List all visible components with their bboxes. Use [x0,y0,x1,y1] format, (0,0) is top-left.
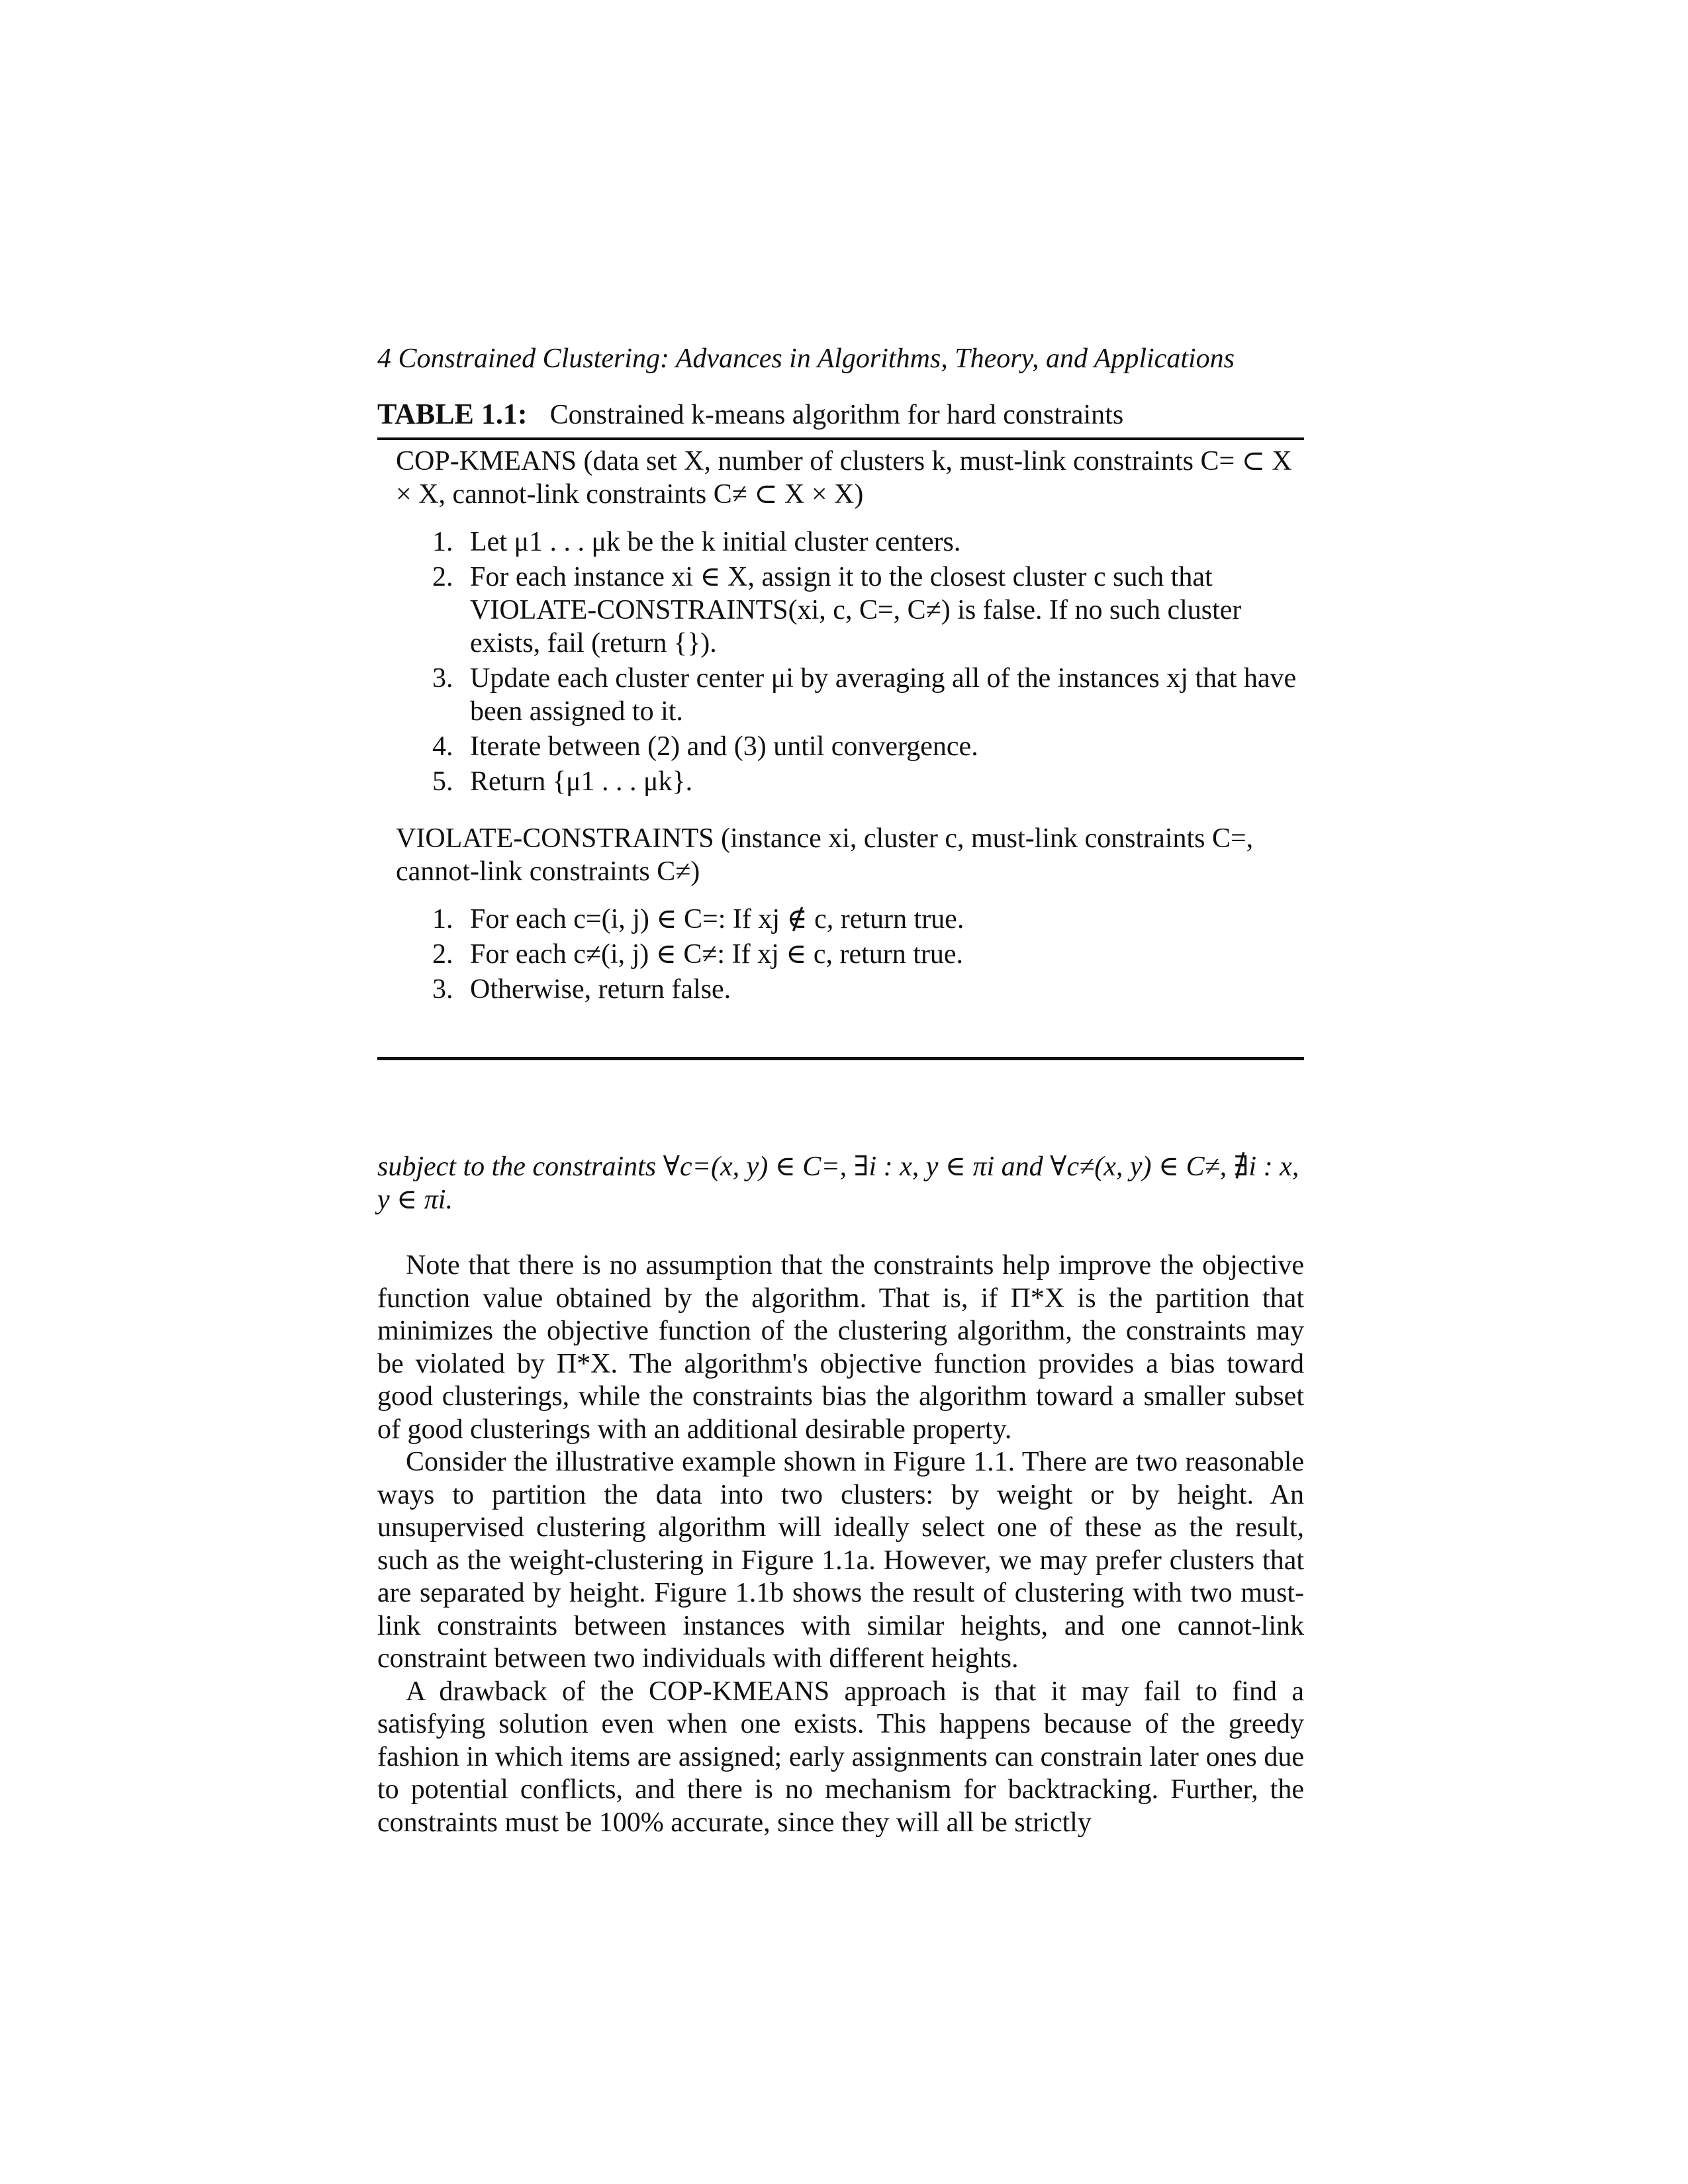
table-label: TABLE 1.1: [377,398,528,430]
algo-step: 1. Let μ1 . . . μk be the k initial cluster centers. [432,527,961,557]
cop-kmeans-header [396,445,1304,511]
cop-kmeans-name: COP-KMEANS [396,446,577,477]
algo-step: 2. For each c≠(i, j) ∈ C≠: If xj ∈ c, return true. [432,939,964,970]
violate-constraints-name: VIOLATE-CONSTRAINTS [396,823,714,854]
violate-constraints-block [396,822,1304,1008]
paragraph: Consider the illustrative example shown in Figure 1.1. There are two reasonable ways to partition the data into two clusters: by weight or by height. An unsupervised clustering algorithm will ideally select one of these as the result, such as the weight-clustering in Figure 1.1a. However, we may prefer clusters that are separated by height. Figure 1.1b shows the result of clustering with two must-link constraints between instances with similar heights, and one cannot-link constraint between two individuals with different heights. [377,1447,1304,1674]
algo-step: 5. Return {μ1 . . . μk}. [432,766,693,797]
algo-step: 3. Update each cluster center μi by averaging all of the instances xj that have been assigned to it. [432,663,1297,727]
table-caption-text: Constrained k-means algorithm for hard constraints [549,400,1124,430]
page-number: 4 [377,343,391,374]
running-header [377,343,1304,375]
algo-step: 2. For each instance xi ∈ X, assign it to the closest cluster c such that VIOLATE-CONSTRAINTS(xi, c, C=, C≠) is false. If no such cluster exists, fail (return {}). [432,562,1242,659]
cop-kmeans-block [396,445,1304,800]
algo-step: 3. Otherwise, return false. [432,974,731,1005]
body-text [377,1250,1304,1839]
running-title: Constrained Clustering: Advances in Algorithms, Theory, and Applications [398,343,1235,374]
violate-constraints-header [396,822,1304,888]
violate-constraints-signature: (instance xi, cluster c, must-link constraints C=, cannot-link constraints C≠) [396,823,1254,887]
paragraph: A drawback of the COP-KMEANS approach is that it may fail to find a satisfying solution even when one exists. This happens because of the greedy fashion in which items are assigned; early assignments can constrain later ones due to potential conflicts, and there is no mechanism for backtracking. Further, the constraints must be 100% accurate, since they will all be strictly [377,1676,1304,1838]
algo-step: 4. Iterate between (2) and (3) until convergence. [432,731,978,762]
table-top-rule [377,437,1304,440]
table-caption [377,397,1304,431]
violate-constraints-steps [396,903,1304,1006]
table-bottom-rule [377,1057,1304,1060]
paragraph: Note that there is no assumption that the constraints help improve the objective function value obtained by the algorithm. That is, if Π*X is the partition that minimizes the objective function of the clustering algorithm, the constraints may be violated by Π*X. The algorithm's objective function provides a bias toward good clusterings, while the constraints bias the algorithm toward a smaller subset of good clusterings with an additional desirable property. [377,1250,1304,1445]
cop-kmeans-steps [396,525,1304,798]
cop-kmeans-signature: (data set X, number of clusters k, must-link constraints C= ⊂ X × X, cannot-link constraints C≠ ⊂ X × X) [396,446,1292,510]
algo-step: 1. For each c=(i, j) ∈ C=: If xj ∉ c, return true. [432,904,964,934]
constraint-statement: subject to the constraints ∀c=(x, y) ∈ C=, ∃i : x, y ∈ πi and ∀c≠(x, y) ∈ C≠, ∄i : x, y ∈ πi. [377,1152,1299,1215]
